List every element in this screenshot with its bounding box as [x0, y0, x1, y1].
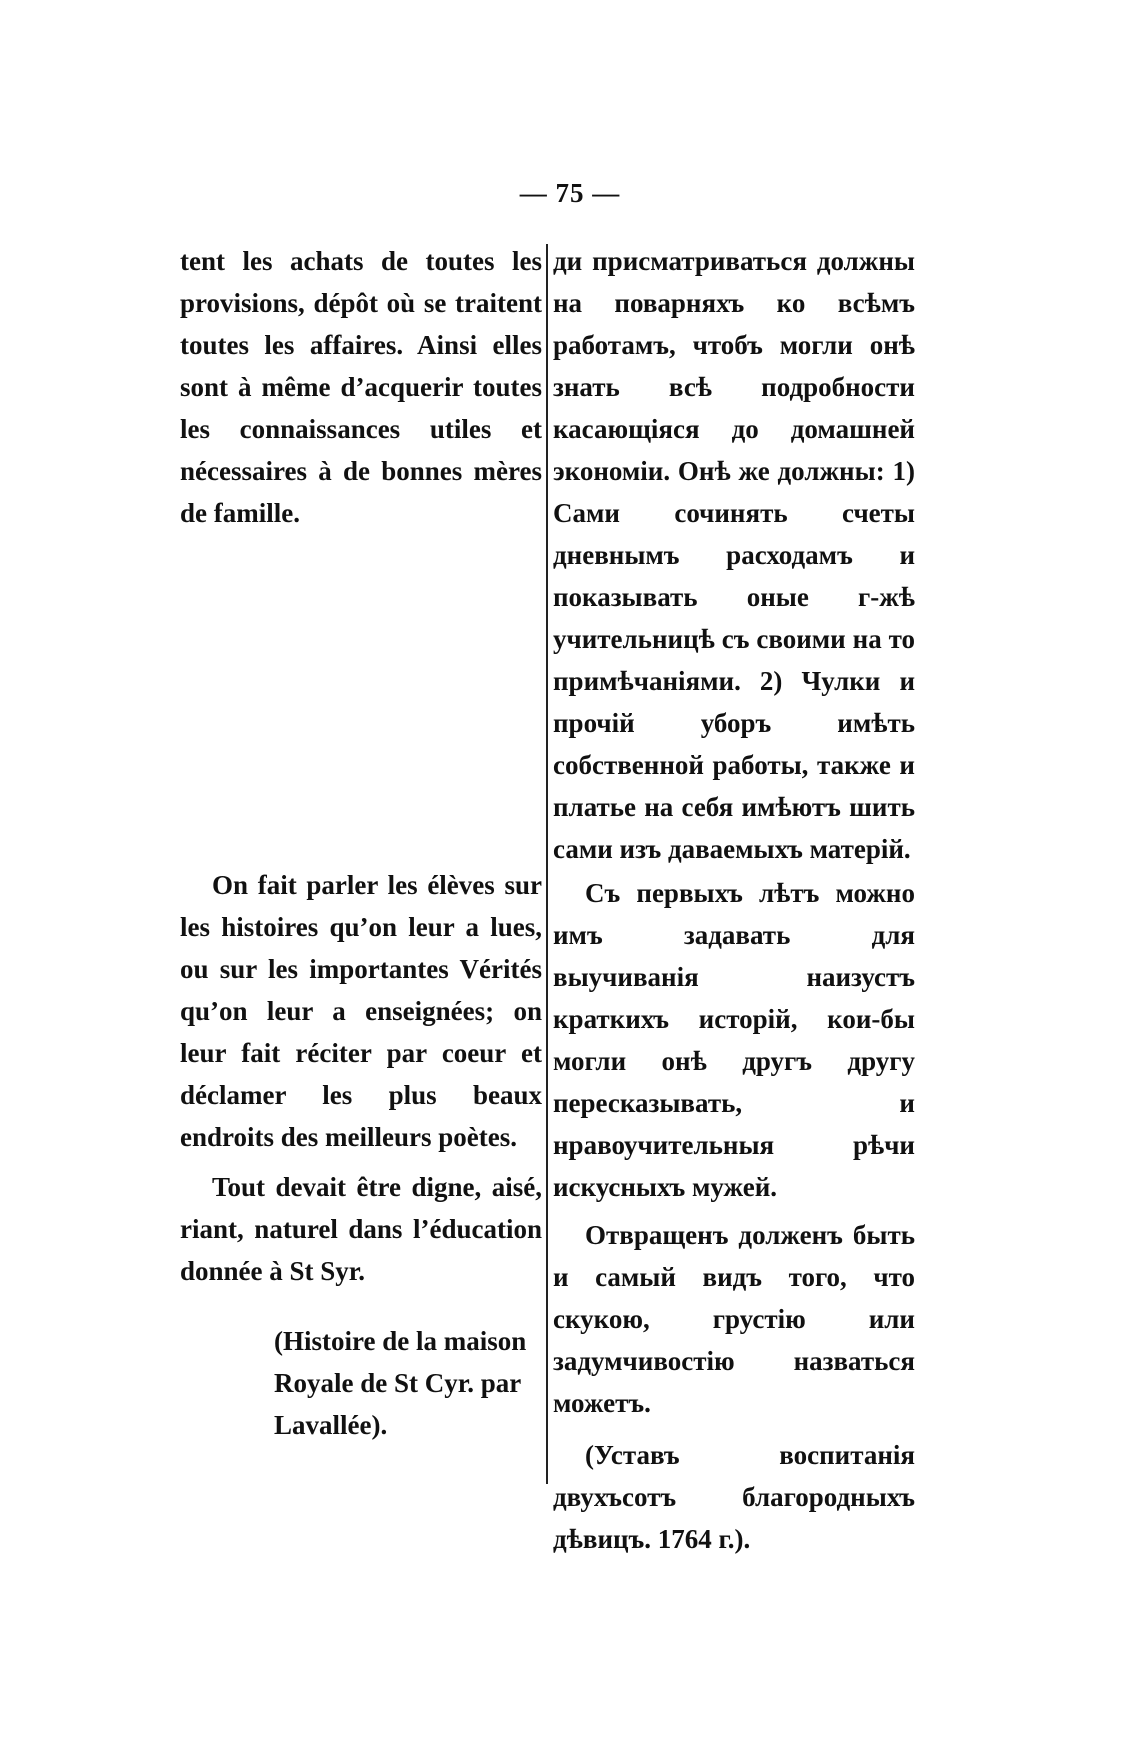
right-citation: (Уставъ воспитанія двухъсотъ благородныхъ дѣвицъ. 1764 г.).	[553, 1440, 915, 1554]
right-paragraph-1: ди присматриваться должны на поварняхъ ко всѣмъ работамъ, чтобъ могли онѣ знать всѣ подробности касающіяся до домашней экономіи. Онѣ же должны: 1) Сами сочинять счеты дневнымъ расходамъ и показывать оные г-жѣ учительницѣ съ своими на то примѣчаніями. 2) Чулки и прочій уборъ имѣть собственной работы, также и платье на себя имѣютъ шить сами изъ даваемыхъ матерій.	[553, 246, 915, 864]
left-paragraph-2: On fait parler les élèves sur les histoires qu’on leur a lues, ou sur les importantes Vérités qu’on leur a enseignées; on leur fait réciter par coeur et déclamer les plus beaux endroits des meilleurs poètes.	[180, 870, 542, 1152]
right-paragraph-3: Отвращенъ долженъ быть и самый видъ того, что скукою, грустію или задумчивостію назваться можетъ.	[553, 1220, 915, 1418]
right-paragraph-2: Съ первыхъ лѣтъ можно имъ задавать для выучиванія наизустъ краткихъ исторій, кои-бы могли онѣ другъ другу пересказывать, и нравоучительныя рѣчи искусныхъ мужей.	[553, 878, 915, 1202]
left-paragraph-1: tent les achats de toutes les provisions, dépôt où se traitent toutes les affaires. Ainsi elles sont à même d’acquerir toutes les connaissances utiles et nécessaires à de bonnes mères de famille.	[180, 246, 542, 528]
page-number: — 75 —	[519, 178, 621, 208]
left-column-french	[180, 240, 542, 1446]
left-citation: (Histoire de la maison Royale de St Cyr. par Lavallée).	[274, 1326, 527, 1440]
column-divider	[546, 244, 548, 1484]
right-column-russian	[553, 240, 915, 1560]
left-paragraph-3: Tout devait être digne, aisé, riant, naturel dans l’éducation donnée à St Syr.	[180, 1172, 542, 1286]
